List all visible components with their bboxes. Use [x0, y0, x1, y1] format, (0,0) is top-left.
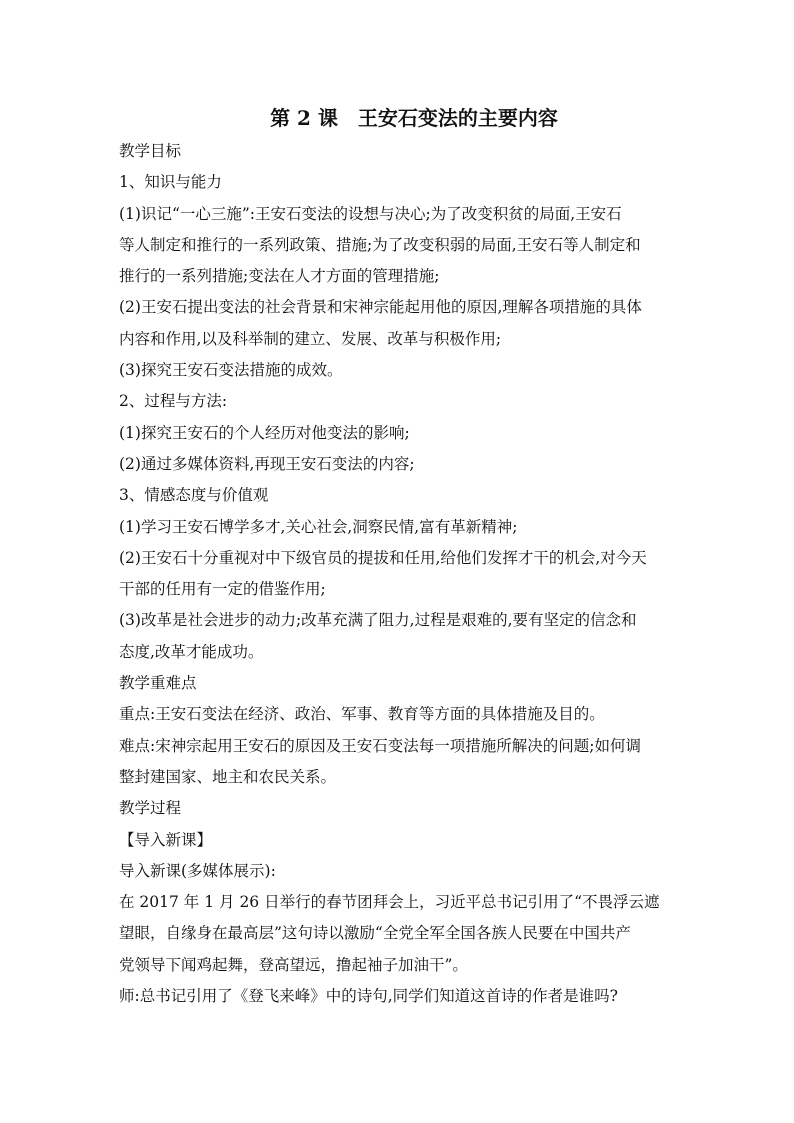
text-line: (1)识记“一心三施”:王安石变法的设想与决心;为了改变积贫的局面,王安石	[119, 204, 622, 223]
bracket-heading-intro: 【导入新课】	[119, 830, 213, 849]
subheading-process: 2、过程与方法:	[119, 392, 228, 411]
text-line: (2)王安石提出变法的社会背景和宋神宗能起用他的原因,理解各项措施的具体	[119, 298, 642, 317]
text-line: 难点:宋神宗起用王安石的原因及王安石变法每一项措施所解决的问题;如何调	[119, 736, 641, 755]
text-line: 态度,改革才能成功。	[119, 642, 264, 661]
section-heading-key-points: 教学重难点	[119, 674, 197, 693]
text-line: (3)探究王安石变法措施的成效。	[119, 361, 343, 380]
document-page	[119, 100, 679, 1012]
text-line: 在 2017 年 1 月 26 日举行的春节团拜会上，习近平总书记引用了“不畏浮云遮	[119, 893, 660, 912]
text-line: (1)学习王安石博学多才,关心社会,洞察民情,富有革新精神;	[119, 517, 518, 536]
text-line: (3)改革是社会进步的动力;改革充满了阻力,过程是艰难的,要有坚定的信念和	[119, 611, 637, 630]
section-heading-objectives: 教学目标	[119, 142, 182, 160]
subheading-attitude: 3、情感态度与价值观	[119, 486, 269, 505]
text-line: 推行的一系列措施;变法在人才方面的管理措施;	[119, 267, 440, 286]
text-line: 师:总书记引用了《登飞来峰》中的诗句,同学们知道这首诗的作者是谁吗?	[119, 987, 618, 1006]
text-line: 党领导下闻鸡起舞，登高望远，撸起袖子加油干”。	[119, 955, 468, 974]
text-line: 望眼，自缘身在最高层”这句诗以激励“全党全军全国各族人民要在中国共产	[119, 924, 631, 943]
text-line: 干部的任用有一定的借鉴作用;	[119, 580, 326, 599]
text-line: 导入新课(多媒体展示):	[119, 861, 276, 880]
text-line: (2)王安石十分重视对中下级官员的提拔和任用,给他们发挥才干的机会,对今天	[119, 548, 647, 567]
text-line: 等人制定和推行的一系列政策、措施;为了改变积弱的局面,王安石等人制定和	[119, 235, 641, 254]
document-body	[119, 136, 679, 1012]
subheading-knowledge: 1、知识与能力	[119, 173, 222, 192]
document-title: 第 2 课 王安石变法的主要内容	[270, 106, 558, 130]
text-line: (2)通过多媒体资料,再现王安石变法的内容;	[119, 454, 415, 473]
text-line: (1)探究王安石的个人经历对他变法的影响;	[119, 423, 410, 442]
text-line: 内容和作用,以及科举制的建立、发展、改革与积极作用;	[119, 329, 502, 348]
text-line: 重点:王安石变法在经济、政治、军事、教育等方面的具体措施及目的。	[119, 705, 605, 724]
section-heading-process: 教学过程	[119, 799, 182, 818]
text-line: 整封建国家、地主和农民关系。	[119, 767, 337, 786]
